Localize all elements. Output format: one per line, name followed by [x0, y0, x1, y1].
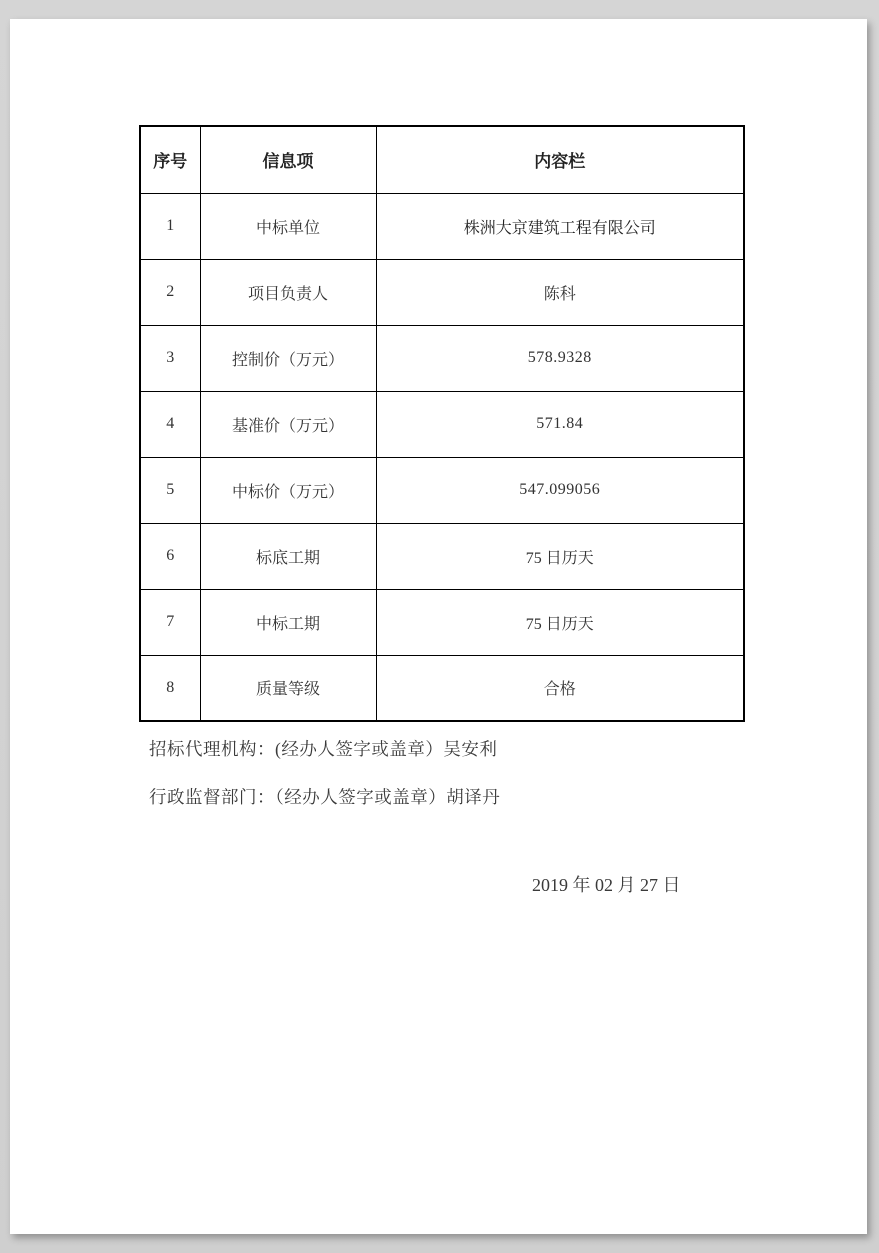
agency-signature-line: 招标代理机构：(经办人签字或盖章）吴安利	[149, 739, 498, 759]
table-row	[140, 523, 744, 589]
supervision-signature-line: 行政监督部门：（经办人签字或盖章）胡译丹	[149, 787, 501, 807]
row-index: 1	[140, 193, 200, 259]
row-content: 75 日历天	[376, 523, 744, 589]
row-item: 中标单位	[200, 193, 376, 259]
header-cell-index: 序号	[140, 126, 200, 193]
row-index: 3	[140, 325, 200, 391]
document-page	[10, 19, 867, 1234]
row-content: 547.099056	[376, 457, 744, 523]
row-index: 2	[140, 259, 200, 325]
row-item: 项目负责人	[200, 259, 376, 325]
table-row	[140, 259, 744, 325]
table-row	[140, 589, 744, 655]
row-content: 571.84	[376, 391, 744, 457]
row-content: 陈科	[376, 259, 744, 325]
table-row	[140, 193, 744, 259]
row-item: 控制价（万元）	[200, 325, 376, 391]
row-index: 7	[140, 589, 200, 655]
row-index: 4	[140, 391, 200, 457]
row-item: 标底工期	[200, 523, 376, 589]
document-date: 2019 年 02 月 27 日	[532, 875, 681, 895]
row-item: 中标价（万元）	[200, 457, 376, 523]
row-content: 75 日历天	[376, 589, 744, 655]
table-row	[140, 655, 744, 721]
row-item: 中标工期	[200, 589, 376, 655]
bid-info-table	[139, 125, 745, 722]
row-content: 578.9328	[376, 325, 744, 391]
table-row	[140, 325, 744, 391]
header-cell-item: 信息项	[200, 126, 376, 193]
row-index: 5	[140, 457, 200, 523]
row-content: 株洲大京建筑工程有限公司	[376, 193, 744, 259]
table-row	[140, 391, 744, 457]
row-item: 质量等级	[200, 655, 376, 721]
row-index: 8	[140, 655, 200, 721]
table-row	[140, 457, 744, 523]
header-cell-content: 内容栏	[376, 126, 744, 193]
row-item: 基准价（万元）	[200, 391, 376, 457]
row-content: 合格	[376, 655, 744, 721]
row-index: 6	[140, 523, 200, 589]
table-header-row	[140, 126, 744, 193]
